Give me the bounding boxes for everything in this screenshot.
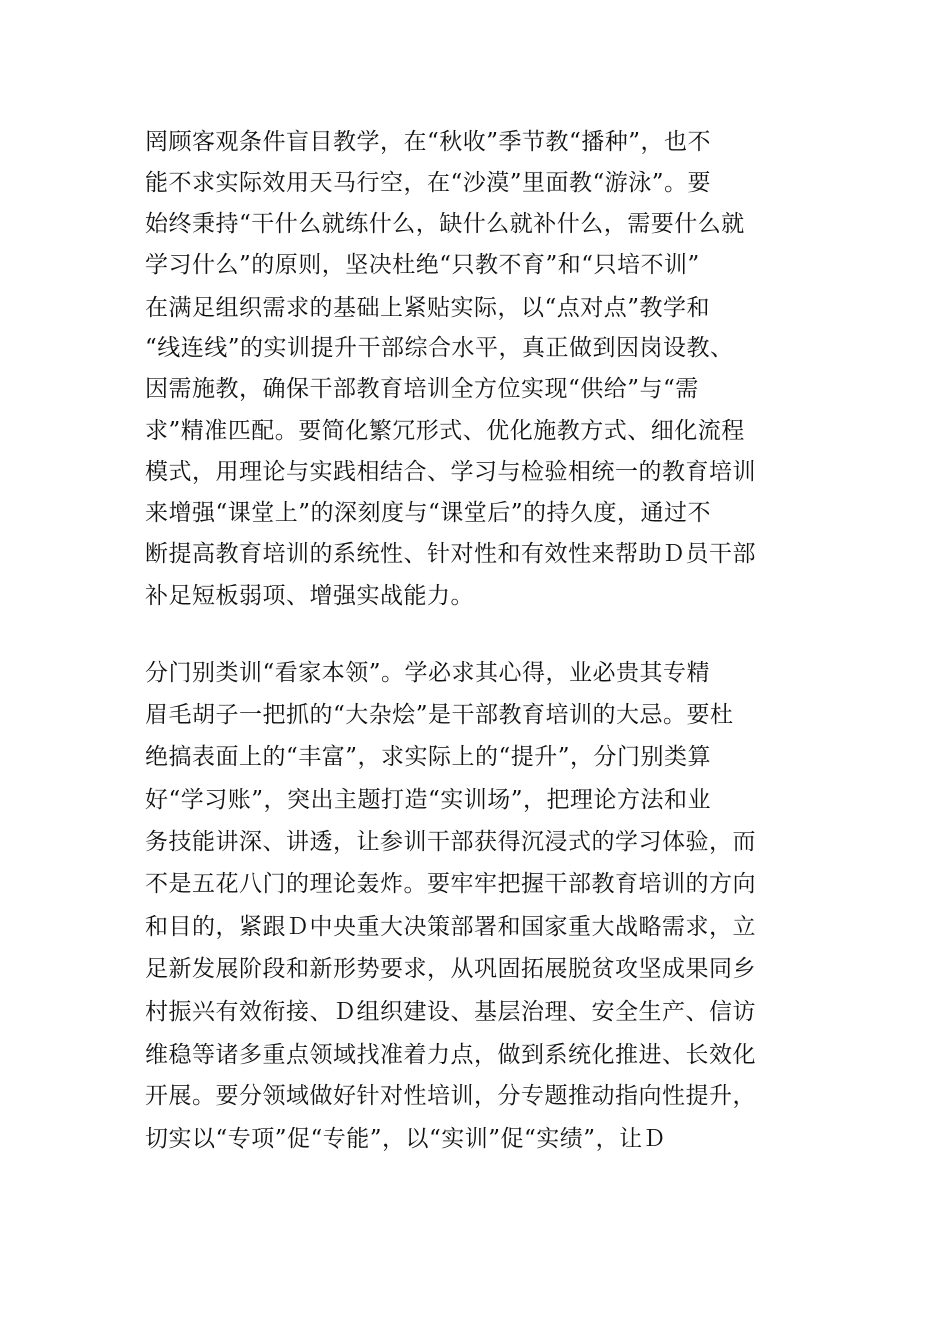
paragraph-2-line: 务技能讲深、讲透，让参训干部获得沉浸式的学习体验，而 bbox=[145, 829, 756, 855]
paragraph-1-line: 因需施教，确保干部教育培训全方位实现“供给”与“需 bbox=[145, 376, 699, 402]
paragraph-1-line: 学习什么”的原则，坚决杜绝“只教不育”和“只培不训” bbox=[145, 252, 700, 278]
paragraph-2-line: 不是五花八门的理论轰炸。要牢牢把握干部教育培训的方向 bbox=[145, 871, 756, 897]
paragraph-2-line: 绝搞表面上的“丰富”，求实际上的“提升”，分门别类算 bbox=[145, 744, 712, 770]
paragraph-1-line: 始终秉持“干什么就练什么，缺什么就补什么，需要什么就 bbox=[145, 211, 745, 237]
paragraph-1-line: 在满足组织需求的基础上紧贴实际，以“点对点”教学和 bbox=[145, 295, 711, 321]
paragraph-2-line: 分门别类训“看家本领”。学必求其心得，业必贵其专精 bbox=[145, 660, 711, 686]
paragraph-2-line: 村振兴有效衔接、Ｄ组织建设、基层治理、安全生产、信访 bbox=[145, 999, 756, 1025]
paragraph-2-line: 开展。要分领域做好针对性培训，分专题推动指向性提升， bbox=[145, 1083, 756, 1109]
paragraph-2-line: 好“学习账”，突出主题打造“实训场”，把理论方法和业 bbox=[145, 787, 712, 813]
paragraph-1-line: 补足短板弱项、增强实战能力。 bbox=[145, 583, 474, 609]
paragraph-2-line: 切实以“专项”促“专能”，以“实训”促“实绩”，让Ｄ bbox=[145, 1126, 667, 1152]
paragraph-2-line: 足新发展阶段和新形势要求，从巩固拓展脱贫攻坚成果同乡 bbox=[145, 956, 756, 982]
paragraph-1-line: 模式，用理论与实践相结合、学习与检验相统一的教育培训 bbox=[145, 459, 756, 485]
paragraph-1-line: 断提高教育培训的系统性、针对性和有效性来帮助Ｄ员干部 bbox=[145, 541, 756, 567]
paragraph-1-line: “线连线”的实训提升干部综合水平，真正做到因岗设教、 bbox=[145, 335, 734, 361]
paragraph-2-line: 维稳等诸多重点领域找准着力点，做到系统化推进、长效化 bbox=[145, 1042, 756, 1068]
paragraph-1-line: 能不求实际效用天马行空，在“沙漠”里面教“游泳”。要 bbox=[145, 170, 712, 196]
paragraph-2-line: 和目的，紧跟Ｄ中央重大决策部署和国家重大战略需求，立 bbox=[145, 914, 756, 940]
paragraph-1-line: 罔顾客观条件盲目教学，在“秋收”季节教“播种”，也不 bbox=[145, 129, 712, 155]
paragraph-1-line: 来增强“课堂上”的深刻度与“课堂后”的持久度，通过不 bbox=[145, 500, 712, 526]
paragraph-1-line: 求”精准匹配。要简化繁冗形式、优化施教方式、细化流程 bbox=[145, 418, 745, 444]
paragraph-2-line: 眉毛胡子一把抓的“大杂烩”是干部教育培训的大忌。要杜 bbox=[145, 702, 734, 728]
